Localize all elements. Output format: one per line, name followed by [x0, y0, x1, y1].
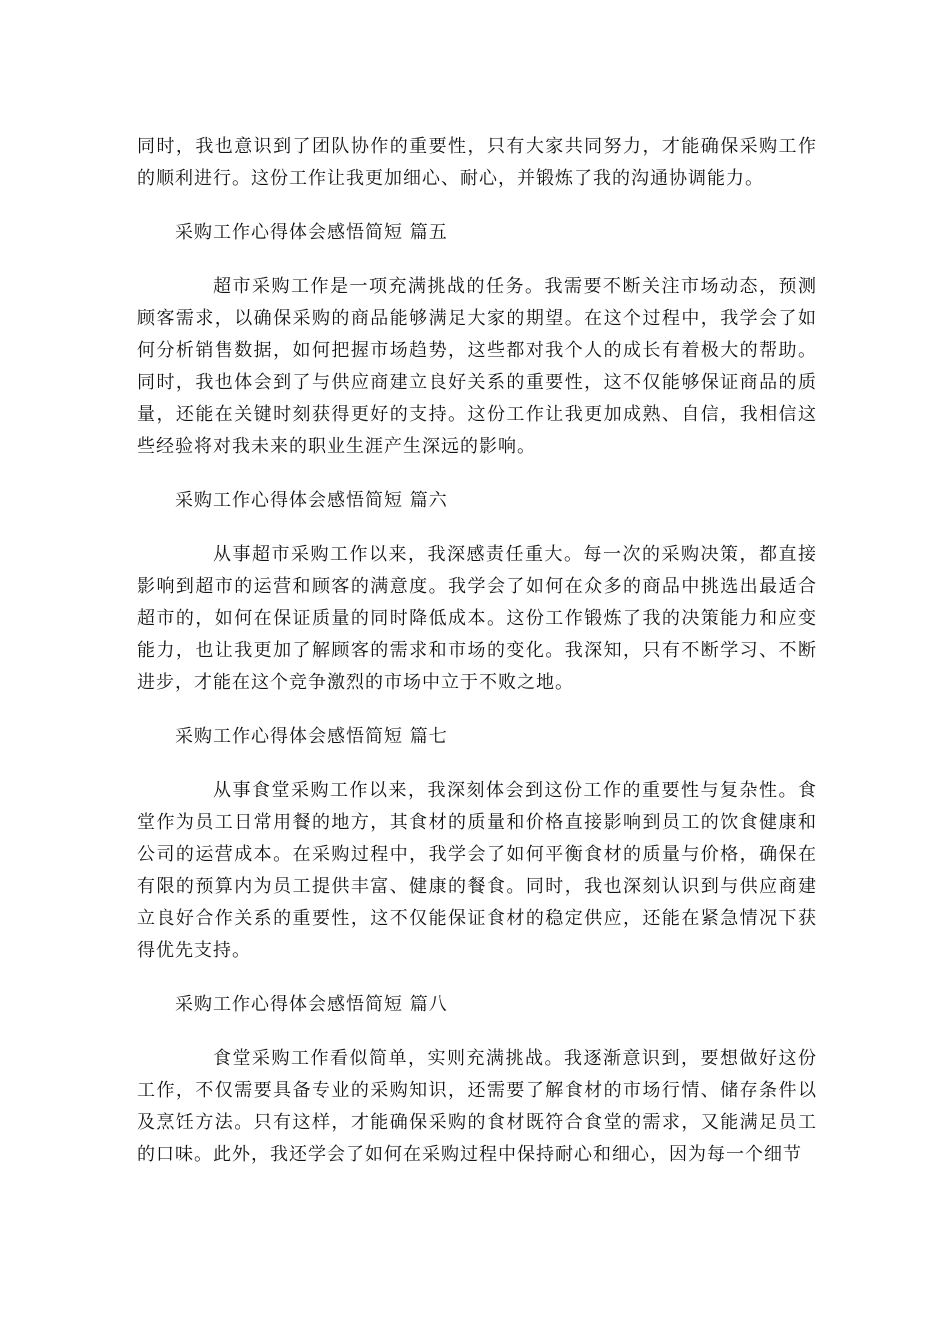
section-heading-6: 采购工作心得体会感悟简短 篇六: [175, 490, 448, 511]
spacer: [137, 967, 817, 989]
intro-paragraph: 同时，我也意识到了团队协作的重要性，只有大家共同努力，才能确保采购工作的顺利进行。这份工作让我更加细心、耐心，并锻炼了我的沟通协调能力。: [137, 136, 817, 189]
section-body-7: 从事食堂采购工作以来，我深刻体会到这份工作的重要性与复杂性。食堂作为员工日常用餐的地方，其食材的质量和价格直接影响到员工的饮食健康和公司的运营成本。在采购过程中，我学会了如何平衡食材的质量与价格，确保在有限的预算内为员工提供丰富、健康的餐食。同时，我也深刻认识到与供应商建立良好合作关系的重要性，这不仅能保证食材的稳定供应，还能在紧急情况下获得优先支持。: [137, 780, 817, 961]
section-heading-7: 采购工作心得体会感悟简短 篇七: [175, 726, 448, 747]
spacer: [137, 753, 817, 775]
spacer: [137, 195, 817, 217]
spacer: [137, 1021, 817, 1043]
section-body-8: 食堂采购工作看似简单，实则充满挑战。我逐渐意识到，要想做好这份工作，不仅需要具备专业的采购知识，还需要了解食材的市场行情、储存条件以及烹饪方法。只有这样，才能确保采购的食材既符合食堂的需求，又能满足员工的口味。此外，我还学会了如何在采购过程中保持耐心和细心，因为每一个细节: [137, 1048, 817, 1165]
section-body-5: 超市采购工作是一项充满挑战的任务。我需要不断关注市场动态，预测顾客需求，以确保采购的商品能够满足大家的期望。在这个过程中，我学会了如何分析销售数据，如何把握市场趋势，这些都对我个人的成长有着极大的帮助。同时，我也体会到了与供应商建立良好关系的重要性，这不仅能够保证商品的质量，还能在关键时刻获得更好的支持。这份工作让我更加成熟、自信，我相信这些经验将对我未来的职业生涯产生深远的影响。: [137, 276, 817, 457]
spacer: [137, 517, 817, 539]
section-heading-8: 采购工作心得体会感悟简短 篇八: [175, 994, 448, 1015]
spacer: [137, 463, 817, 485]
document-page: [137, 131, 817, 1171]
spacer: [137, 249, 817, 271]
section-body-6: 从事超市采购工作以来，我深感责任重大。每一次的采购决策，都直接影响到超市的运营和顾客的满意度。我学会了如何在众多的商品中挑选出最适合超市的，如何在保证质量的同时降低成本。这份工作锻炼了我的决策能力和应变能力，也让我更加了解顾客的需求和市场的变化。我深知，只有不断学习、不断进步，才能在这个竞争激烈的市场中立于不败之地。: [137, 544, 817, 693]
section-heading-5: 采购工作心得体会感悟简短 篇五: [175, 222, 448, 243]
spacer: [137, 699, 817, 721]
